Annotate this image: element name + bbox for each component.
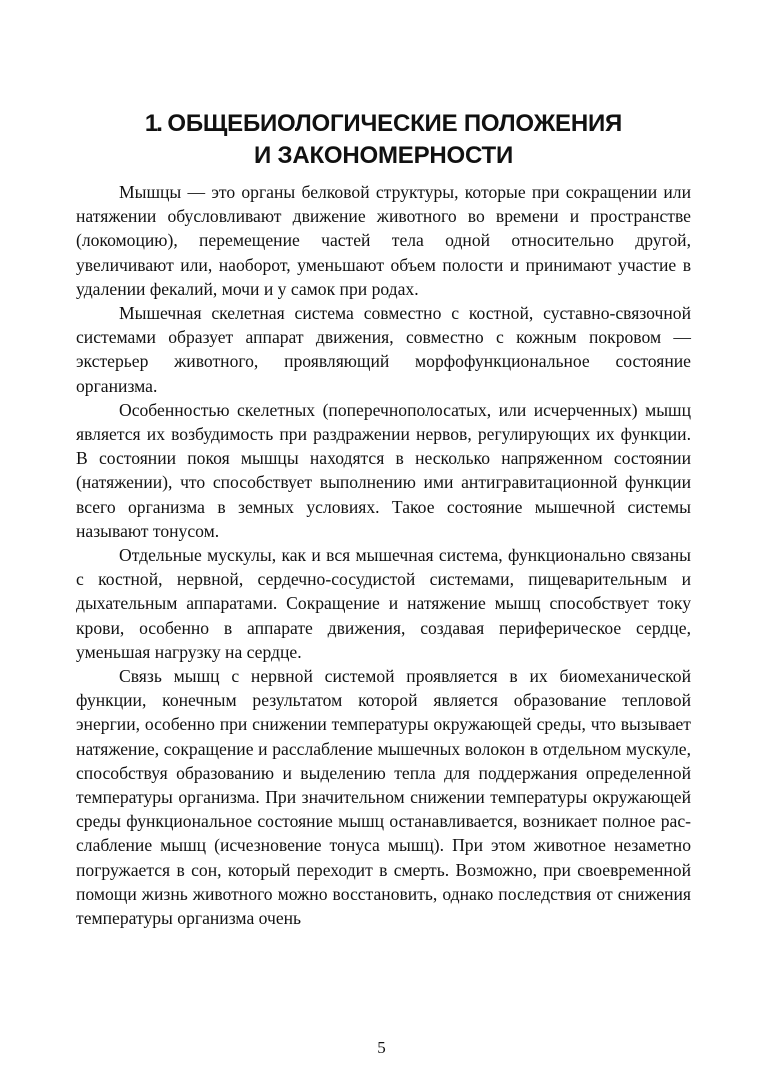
paragraph: Связь мышц с нервной системой проявляется в их биомеханической функции, конечным результатом которой является образование тепловой энергии, особенно при снижении температуры окружающей среды, что вызывает натяжение, сокращение и расслабление мышечных волокон в отдельном мускуле, способствуя образованию и выделению тепла для поддержания определенной температуры организма. При значительном снижении температуры окружающей среды функциональное состояние мышц останавливается, возникает полное расслабление мышц (исчезновение тонуса мышц). При этом животное незаметно погружается в сон, который переходит в смерть. Возможно, при своевременной помощи жизнь животного можно восстановить, однако последствия от снижения температуры организма очень xyxy=(76,666,691,929)
body-text xyxy=(76,180,691,930)
page-number: 5 xyxy=(377,1038,386,1057)
chapter-title xyxy=(76,108,691,172)
paragraph: Отдельные мускулы, как и вся мышечная система, функционально связаны с костной, нервной, сердечно-сосудистой системами, пищеварительным и дыхательным аппаратами. Сокращение и натяжение мышц способствует току крови, особенно в аппарате движения, создавая периферическое сердце, уменьшая нагрузку на сердце. xyxy=(76,545,691,662)
paragraph: Мышцы — это органы белковой структуры, которые при сокращении или натяжении обусловливают движение животного во времени и пространстве (локомоцию), перемещение частей тела одной относительно другой, увеличивают или, наоборот, уменьшают объем полости и принимают участие в удалении фекалий, мочи и у самок при родах. xyxy=(76,182,691,299)
chapter-title-text-1: ОБЩЕБИОЛОГИЧЕСКИЕ ПОЛОЖЕНИЯ xyxy=(167,110,623,137)
chapter-title-line-2: И ЗАКОНОМЕРНОСТИ xyxy=(253,142,514,169)
paragraph: Особенностью скелетных (поперечнополосатых, или исчерченных) мышц является их возбудимость при раздражении нервов, регулирующих их функции. В состоянии покоя мышцы находятся в несколько напряженном состоянии (натяжении), что способствует выполнению ими антигравитационной функции всего организма в земных условиях. Такое состояние мышечной системы называют тонусом. xyxy=(76,399,691,541)
page xyxy=(76,108,691,930)
chapter-number: 1. xyxy=(144,110,161,137)
paragraph: Мышечная скелетная система совместно с костной, суставно-связочной системами образует аппарат движения, совместно с кожным покровом — экстерьер животного, проявляющий морфофункциональное состояние организма. xyxy=(76,303,691,396)
chapter-title-line-1 xyxy=(76,108,691,140)
